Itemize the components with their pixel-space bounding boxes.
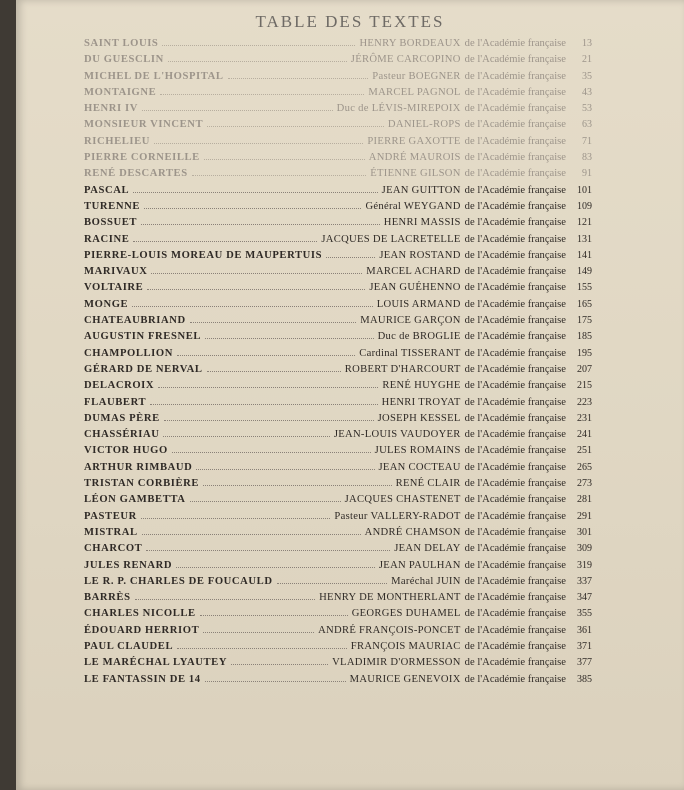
entry-page-number: 101 [577,184,592,196]
entry-author: MAURICE GARÇON [360,315,461,327]
toc-entry [84,590,592,606]
entry-author: Pasteur BOEGNER [372,70,461,82]
dot-leader [207,362,341,372]
entry-page-number: 361 [577,624,592,636]
entry-subject: MONSIEUR VINCENT [84,119,204,131]
dot-leader [192,166,367,176]
entry-page-number: 319 [577,559,592,571]
toc-entry [84,395,592,411]
dot-leader [160,85,364,95]
entry-page-number: 71 [582,135,592,147]
entry-affiliation: de l'Académie française [464,249,566,261]
dot-leader [135,590,316,600]
dot-leader [190,492,341,502]
entry-page-number: 141 [577,249,592,261]
entry-author: ANDRÉ MAUROIS [368,152,461,164]
entry-page-number: 165 [577,298,592,310]
entry-page-number: 265 [577,461,592,473]
toc-entry [84,558,592,574]
entry-author: DANIEL-ROPS [387,119,461,131]
entry-author: RENÉ CLAIR [395,478,461,490]
dot-leader [133,183,377,193]
entry-subject: DELACROIX [84,380,155,392]
entry-page-number: 385 [577,673,592,685]
entry-subject: MARIVAUX [84,266,148,278]
dot-leader [164,411,374,421]
entry-author: Maréchal JUIN [391,575,461,587]
entry-affiliation: de l'Académie française [464,119,566,131]
toc-entry [84,346,592,362]
entry-affiliation: de l'Académie française [464,298,566,310]
entry-subject: FLAUBERT [84,396,147,408]
entry-subject: PIERRE CORNEILLE [84,152,200,164]
toc-entry [84,525,592,541]
entry-affiliation: de l'Académie française [464,478,566,490]
toc-entry [84,36,592,52]
dot-leader [190,313,356,323]
entry-page-number: 149 [577,266,592,278]
dot-leader [141,215,380,225]
entry-subject: SAINT LOUIS [84,38,159,49]
table-of-contents [84,36,592,688]
entry-page-number: 53 [582,103,592,115]
entry-affiliation: de l'Académie française [464,282,566,294]
toc-entry [84,232,592,248]
toc-entry [84,606,592,622]
entry-page-number: 273 [577,478,592,490]
entry-page-number: 241 [577,429,592,441]
entry-subject: BOSSUET [84,217,138,229]
toc-entry [84,199,592,215]
dot-leader [205,672,346,682]
entry-author: JEAN-LOUIS VAUDOYER [333,429,461,441]
toc-entry [84,476,592,492]
entry-author: Général WEYGAND [365,200,461,212]
entry-author: JEAN GUÉHENNO [369,282,461,294]
entry-subject: TRISTAN CORBIÈRE [84,478,200,490]
entry-page-number: 175 [577,315,592,327]
dot-leader [158,378,378,388]
entry-subject: ÉDOUARD HERRIOT [84,624,200,636]
toc-entry [84,69,592,85]
entry-affiliation: de l'Académie française [464,38,566,49]
dot-leader [142,101,333,111]
entry-subject: PASTEUR [84,510,137,522]
entry-page-number: 215 [577,380,592,392]
dot-leader [162,36,355,46]
entry-subject: CHARCOT [84,543,143,555]
entry-subject: BARRÈS [84,592,131,604]
dot-leader [176,558,375,568]
toc-entry [84,460,592,476]
dot-leader [204,150,365,160]
entry-subject: JULES RENARD [84,559,173,571]
entry-page-number: 155 [577,282,592,294]
entry-author: JÉRÔME CARCOPINO [350,54,461,66]
entry-page-number: 355 [577,608,592,620]
entry-subject: AUGUSTIN FRESNEL [84,331,202,343]
toc-entry [84,655,592,671]
dot-leader [144,199,361,209]
entry-affiliation: de l'Académie française [464,673,566,685]
dot-leader [146,541,390,551]
entry-affiliation: de l'Académie française [464,217,566,229]
entry-affiliation: de l'Académie française [464,608,566,620]
entry-affiliation: de l'Académie française [464,233,566,245]
entry-subject: CHAMPOLLION [84,347,173,359]
entry-subject: CHATEAUBRIAND [84,315,186,327]
entry-affiliation: de l'Académie française [464,445,566,457]
toc-entry [84,313,592,329]
entry-author: JEAN DELAY [394,543,461,555]
entry-subject: ARTHUR RIMBAUD [84,461,193,473]
dot-leader [132,297,373,307]
entry-subject: HENRI IV [84,103,138,115]
entry-affiliation: de l'Académie française [464,526,566,538]
entry-page-number: 63 [582,119,592,131]
dot-leader [205,329,374,339]
entry-page-number: 35 [582,70,592,82]
entry-subject: PAUL CLAUDEL [84,640,174,652]
book-page [16,0,684,790]
entry-affiliation: de l'Académie française [464,575,566,587]
entry-author: GEORGES DUHAMEL [351,608,461,620]
entry-subject: LE FANTASSIN DE 14 [84,673,201,685]
entry-page-number: 13 [582,38,592,49]
entry-affiliation: de l'Académie française [464,494,566,506]
toc-entry [84,248,592,264]
dot-leader [142,525,361,535]
dot-leader [147,280,365,290]
entry-subject: LÉON GAMBETTA [84,494,186,506]
entry-author: JULES ROMAINS [374,445,461,457]
toc-entry [84,541,592,557]
entry-author: ÉTIENNE GILSON [370,168,461,180]
dot-leader [163,427,329,437]
entry-author: Pasteur VALLERY-RADOT [334,510,461,522]
dot-leader [141,509,331,519]
entry-author: MAURICE GENEVOIX [349,673,461,685]
entry-affiliation: de l'Académie française [464,200,566,212]
entry-affiliation: de l'Académie française [464,266,566,278]
entry-author: ANDRÉ FRANÇOIS-PONCET [318,624,461,636]
entry-affiliation: de l'Académie française [464,315,566,327]
toc-entry [84,101,592,117]
entry-affiliation: de l'Académie française [464,510,566,522]
toc-entry [84,378,592,394]
toc-entry [84,492,592,508]
entry-author: FRANÇOIS MAURIAC [350,640,461,652]
entry-author: JEAN ROSTAND [379,249,461,261]
entry-page-number: 131 [577,233,592,245]
entry-subject: VOLTAIRE [84,282,144,294]
entry-author: MARCEL PAGNOL [368,86,461,98]
entry-page-number: 109 [577,200,592,212]
toc-entry [84,166,592,182]
entry-page-number: 281 [577,494,592,506]
entry-subject: TURENNE [84,200,140,212]
entry-affiliation: de l'Académie française [464,184,566,196]
entry-author: ANDRÉ CHAMSON [364,526,461,538]
entry-affiliation: de l'Académie française [464,592,566,604]
entry-subject: PIERRE-LOUIS MOREAU DE MAUPERTUIS [84,249,323,261]
dot-leader [172,443,371,453]
entry-page-number: 83 [582,152,592,164]
dot-leader [207,117,384,127]
toc-entry [84,280,592,296]
entry-subject: CHARLES NICOLLE [84,608,196,620]
entry-affiliation: de l'Académie française [464,363,566,375]
entry-page-number: 43 [582,86,592,98]
entry-subject: RICHELIEU [84,135,151,147]
toc-entry [84,85,592,101]
entry-author: Cardinal TISSERANT [359,347,461,359]
entry-author: HENRY DE MONTHERLANT [319,592,461,604]
dot-leader [177,639,347,649]
entry-affiliation: de l'Académie française [464,640,566,652]
toc-entry [84,329,592,345]
entry-author: RENÉ HUYGHE [382,380,461,392]
entry-page-number: 301 [577,526,592,538]
entry-author: HENRY BORDEAUX [359,38,461,49]
entry-author: ROBERT D'HARCOURT [344,363,461,375]
dot-leader [203,623,314,633]
toc-entry [84,52,592,68]
entry-affiliation: de l'Académie française [464,396,566,408]
entry-affiliation: de l'Académie française [464,380,566,392]
entry-page-number: 195 [577,347,592,359]
entry-author: HENRI MASSIS [383,217,461,229]
toc-entry [84,427,592,443]
dot-leader [228,69,369,79]
entry-subject: VICTOR HUGO [84,445,168,457]
entry-author: JEAN PAULHAN [378,559,461,571]
entry-affiliation: de l'Académie française [464,152,566,164]
dot-leader [151,264,362,274]
dot-leader [150,395,378,405]
dot-leader [277,574,388,584]
entry-page-number: 377 [577,657,592,669]
entry-subject: DUMAS PÈRE [84,412,160,424]
entry-page-number: 291 [577,510,592,522]
toc-entry [84,623,592,639]
entry-page-number: 231 [577,412,592,424]
entry-subject: LE MARÉCHAL LYAUTEY [84,657,228,669]
entry-subject: CHASSÉRIAU [84,429,160,441]
entry-page-number: 371 [577,640,592,652]
toc-entry [84,639,592,655]
entry-author: JEAN GUITTON [381,184,461,196]
entry-subject: MONGE [84,298,129,310]
entry-page-number: 121 [577,217,592,229]
entry-affiliation: de l'Académie française [464,461,566,473]
entry-author: PIERRE GAXOTTE [367,135,461,147]
entry-page-number: 207 [577,363,592,375]
toc-entry [84,264,592,280]
entry-affiliation: de l'Académie française [464,168,566,180]
entry-author: JACQUES DE LACRETELLE [321,233,461,245]
entry-affiliation: de l'Académie française [464,54,566,66]
entry-author: MARCEL ACHARD [366,266,461,278]
entry-page-number: 309 [577,543,592,555]
dot-leader [133,232,317,242]
toc-entry [84,574,592,590]
toc-entry [84,509,592,525]
dot-leader [177,346,355,356]
entry-affiliation: de l'Académie française [464,103,566,115]
dot-leader [196,460,374,470]
entry-page-number: 91 [582,168,592,180]
toc-entry [84,134,592,150]
entry-subject: DU GUESCLIN [84,54,164,66]
entry-subject: RACINE [84,233,130,245]
page-title: TABLE DES TEXTES [255,12,445,31]
dot-leader [231,655,328,665]
toc-entry [84,672,592,688]
entry-page-number: 21 [582,54,592,66]
entry-affiliation: de l'Académie française [464,559,566,571]
toc-entry [84,297,592,313]
dot-leader [154,134,363,144]
entry-affiliation: de l'Académie française [464,657,566,669]
entry-author: Duc de LÉVIS-MIREPOIX [336,103,461,115]
entry-author: JOSEPH KESSEL [377,412,461,424]
entry-subject: PASCAL [84,184,130,196]
entry-subject: RENÉ DESCARTES [84,168,188,180]
entry-subject: LE R. P. CHARLES DE FOUCAULD [84,575,273,587]
entry-subject: MONTAIGNE [84,86,157,98]
entry-page-number: 223 [577,396,592,408]
toc-entry [84,411,592,427]
entry-affiliation: de l'Académie française [464,86,566,98]
entry-affiliation: de l'Académie française [464,135,566,147]
entry-affiliation: de l'Académie française [464,429,566,441]
entry-affiliation: de l'Académie française [464,543,566,555]
toc-entry [84,150,592,166]
entry-affiliation: de l'Académie française [464,70,566,82]
entry-author: VLADIMIR D'ORMESSON [332,657,461,669]
toc-entry [84,183,592,199]
toc-entry [84,117,592,133]
entry-page-number: 251 [577,445,592,457]
entry-subject: MICHEL DE L'HOSPITAL [84,70,224,82]
entry-affiliation: de l'Académie française [464,624,566,636]
entry-page-number: 185 [577,331,592,343]
entry-affiliation: de l'Académie française [464,331,566,343]
entry-page-number: 347 [577,592,592,604]
dot-leader [200,606,348,616]
entry-affiliation: de l'Académie française [464,347,566,359]
entry-author: Duc de BROGLIE [377,331,461,343]
entry-page-number: 337 [577,575,592,587]
entry-subject: MISTRAL [84,526,138,538]
entry-affiliation: de l'Académie française [464,412,566,424]
entry-author: JEAN COCTEAU [378,461,461,473]
entry-author: LOUIS ARMAND [376,298,461,310]
entry-author: JACQUES CHASTENET [344,494,461,506]
dot-leader [168,52,347,62]
toc-entry [84,443,592,459]
entry-subject: GÉRARD DE NERVAL [84,363,203,375]
dot-leader [203,476,392,486]
entry-author: HENRI TROYAT [381,396,461,408]
toc-entry [84,215,592,231]
dot-leader [326,248,375,258]
toc-entry [84,362,592,378]
